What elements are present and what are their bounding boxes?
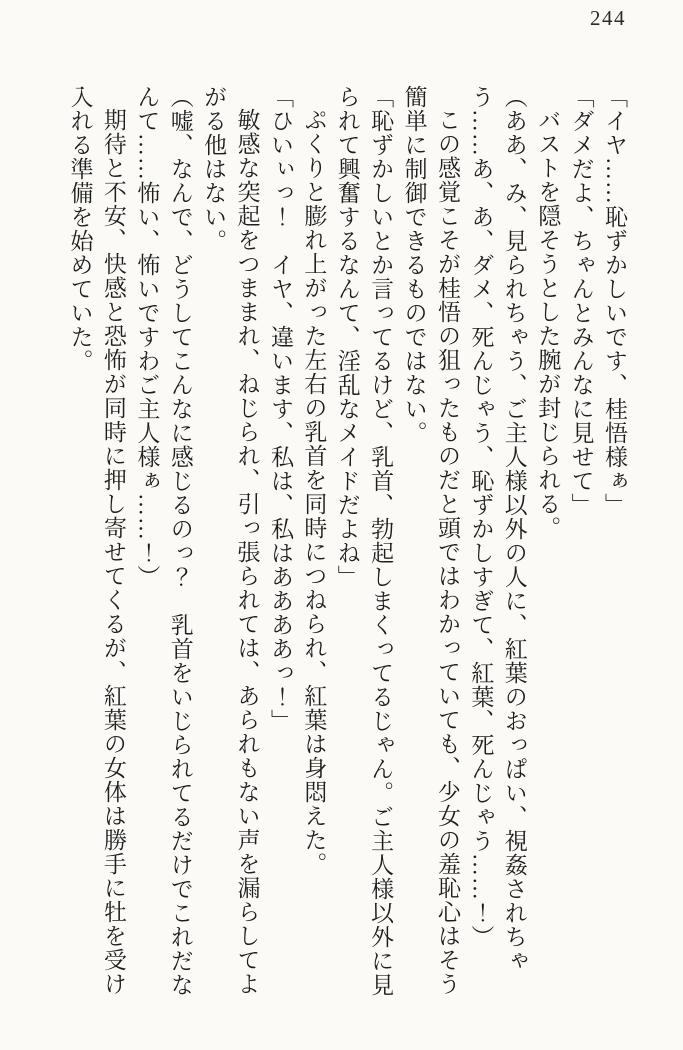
paragraph-narration: 期待と不安、快感と恐怖が同時に押し寄せてくるが、紅葉の女体は勝手に牡を受け入れる準備を始めていた。: [67, 85, 126, 996]
paragraph-thought: （ああ、み、見られちゃう、ご主人様以外の人に、紅葉のおっぱい、視姦されちゃう……あ、あ、ダメ、死んじゃう、恥ずかしすぎて、紅葉、死んじゃう……！）: [468, 85, 527, 973]
paragraph-narration: ぷくりと膨れ上がった左右の乳首を同時につねられ、紅葉は身悶えた。: [301, 108, 327, 876]
paragraph-dialogue: 「ひいぃっ！ イヤ、違います、私は、私はああああっ！」: [267, 85, 293, 733]
body-text: [63, 85, 631, 1001]
paragraph-thought: （嘘、なんで、どうしてこんなに感じるのっ？ 乳首をいじられてるだけでこれだなんて……怖い、怖いですわご主人様ぁ……！）: [134, 85, 193, 997]
paragraph-dialogue: 「ダメだよ、ちゃんとみんなに見せて」: [568, 85, 594, 517]
paragraph-dialogue: 「恥ずかしいとか言ってるけど、乳首、勃起しまくってるじゃん。ご主人様以外に見られて興奮するなんて、淫乱なメイドだよね」: [334, 85, 394, 997]
paragraph-narration: この感覚こそが桂悟の狙ったものだと頭ではわかっていても、少女の羞恥心はそう簡単に制御できるものではない。: [401, 85, 460, 996]
page-number: 244: [590, 6, 626, 30]
paragraph-narration: 敏感な突起をつままれ、ねじられ、引っ張られては、あられもない声を漏らしてよがる他はない。: [201, 85, 260, 996]
paragraph-narration: バストを隠そうとした腕が封じられる。: [535, 108, 561, 540]
paragraph-dialogue: 「イヤ……恥ずかしいです、桂悟様ぁ」: [602, 85, 627, 517]
